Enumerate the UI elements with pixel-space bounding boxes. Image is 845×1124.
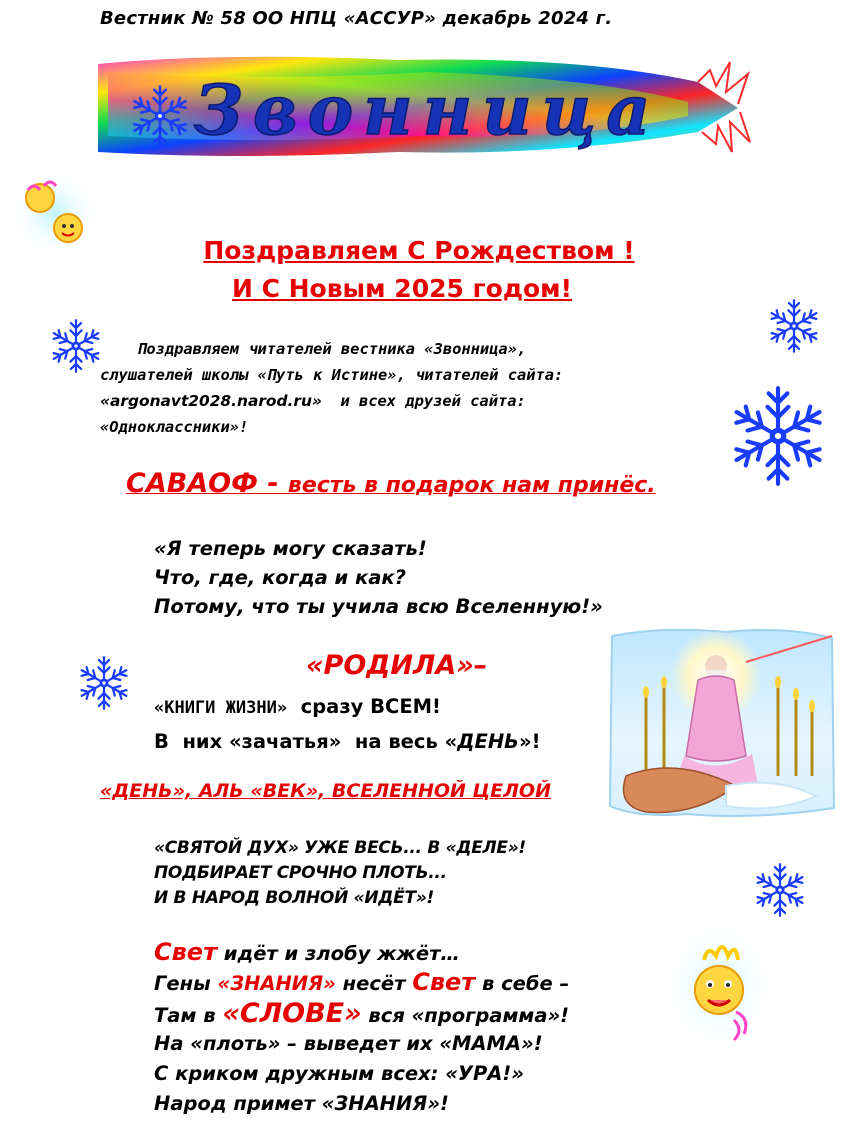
snowflake-icon [766,298,822,354]
knigi-line2-a: В них «зачатья» на весь « [154,730,458,753]
snowflake-icon [128,84,192,148]
sun-face-icon [10,168,100,258]
final-line: С криком дружным всех: «УРА!» [154,1062,524,1085]
final-line: На «плоть» – выведет их «МАМА»! [154,1032,543,1055]
greeting-line-1: Поздравляем С Рождеством ! [203,236,635,265]
final-verse [154,938,569,1122]
final-line3-a: Там в [154,1004,223,1027]
sun-face-icon [664,920,774,1050]
rodila-heading: «РОДИЛА»– [306,650,488,681]
final-line2-c: в себе – [475,972,570,995]
site-link[interactable]: «argonavt2028.narod.ru» [100,392,322,410]
knigi-title: «КНИГИ ЖИЗНИ» [154,698,288,718]
intro-line [100,388,563,414]
znaniya-word: «ЗНАНИЯ» [217,972,336,995]
quote-line: Потому, что ты учила всю Вселенную!» [154,595,603,618]
final-line2-a: Гены [154,972,218,995]
final-line [154,968,569,998]
intro-line: «Одноклассники»! [100,418,249,436]
zvonnitsa-banner [98,52,758,164]
snowflake-icon [48,318,104,374]
knigi-line2-c: »! [519,730,541,753]
intro-line-rest: и всех друзей сайта: [321,392,526,410]
quote-block [154,534,603,621]
final-line [154,938,569,968]
svet-word: Свет [154,938,217,966]
intro-line: Поздравляем читателей вестника «Звонница», [100,340,527,358]
banner-title: Звонница [194,71,661,151]
final-line [154,998,569,1032]
quote-line: Что, где, когда и как? [154,566,406,589]
creator-illustration [606,626,836,820]
final-line: Народ примет «ЗНАНИЯ»! [154,1092,449,1115]
knigi-line [154,725,541,759]
knigi-day: ДЕНЬ [457,730,520,753]
spirit-line: И В НАРОД ВОЛНОЙ «ИДЁТ»! [154,888,434,908]
den-line: «ДЕНЬ», АЛЬ «ВЕК», ВСЕЛЕННОЙ ЦЕЛОЙ [100,780,551,802]
spirit-line: ПОДБИРАЕТ СРОЧНО ПЛОТЬ... [154,863,447,883]
snowflake-icon [726,384,830,488]
savaof-tail: весть в подарок нам принёс. [287,473,656,498]
quote-line: «Я теперь могу сказать! [154,537,427,560]
final-line3-b: вся «программа»! [361,1004,570,1027]
spirit-line: «СВЯТОЙ ДУХ» УЖЕ ВЕСЬ... В «ДЕЛЕ»! [154,838,526,858]
greeting-line-2: И С Новым 2025 годом! [231,274,573,303]
final-line2-b: несёт [335,972,413,995]
knigi-block [154,690,541,759]
savaof-heading [126,468,656,499]
knigi-line1-tail: сразу ВСЕМ! [287,695,441,718]
knigi-line [154,690,541,725]
savaof-word: САВАОФ - [126,468,288,499]
svet-word: Свет [412,968,476,996]
intro-line: слушателей школы «Путь к Истине», читателей сайта: [100,366,564,384]
slove-word: «СЛОВЕ» [222,998,362,1029]
final-line1-rest: идёт и злобу жжёт… [217,942,460,965]
bulletin-header: Вестник № 58 ОО НПЦ «АССУР» декабрь 2024 г. [100,8,613,29]
snowflake-icon [752,862,808,918]
spirit-block [154,836,526,911]
snowflake-icon [76,655,132,711]
intro-paragraph [100,336,563,440]
